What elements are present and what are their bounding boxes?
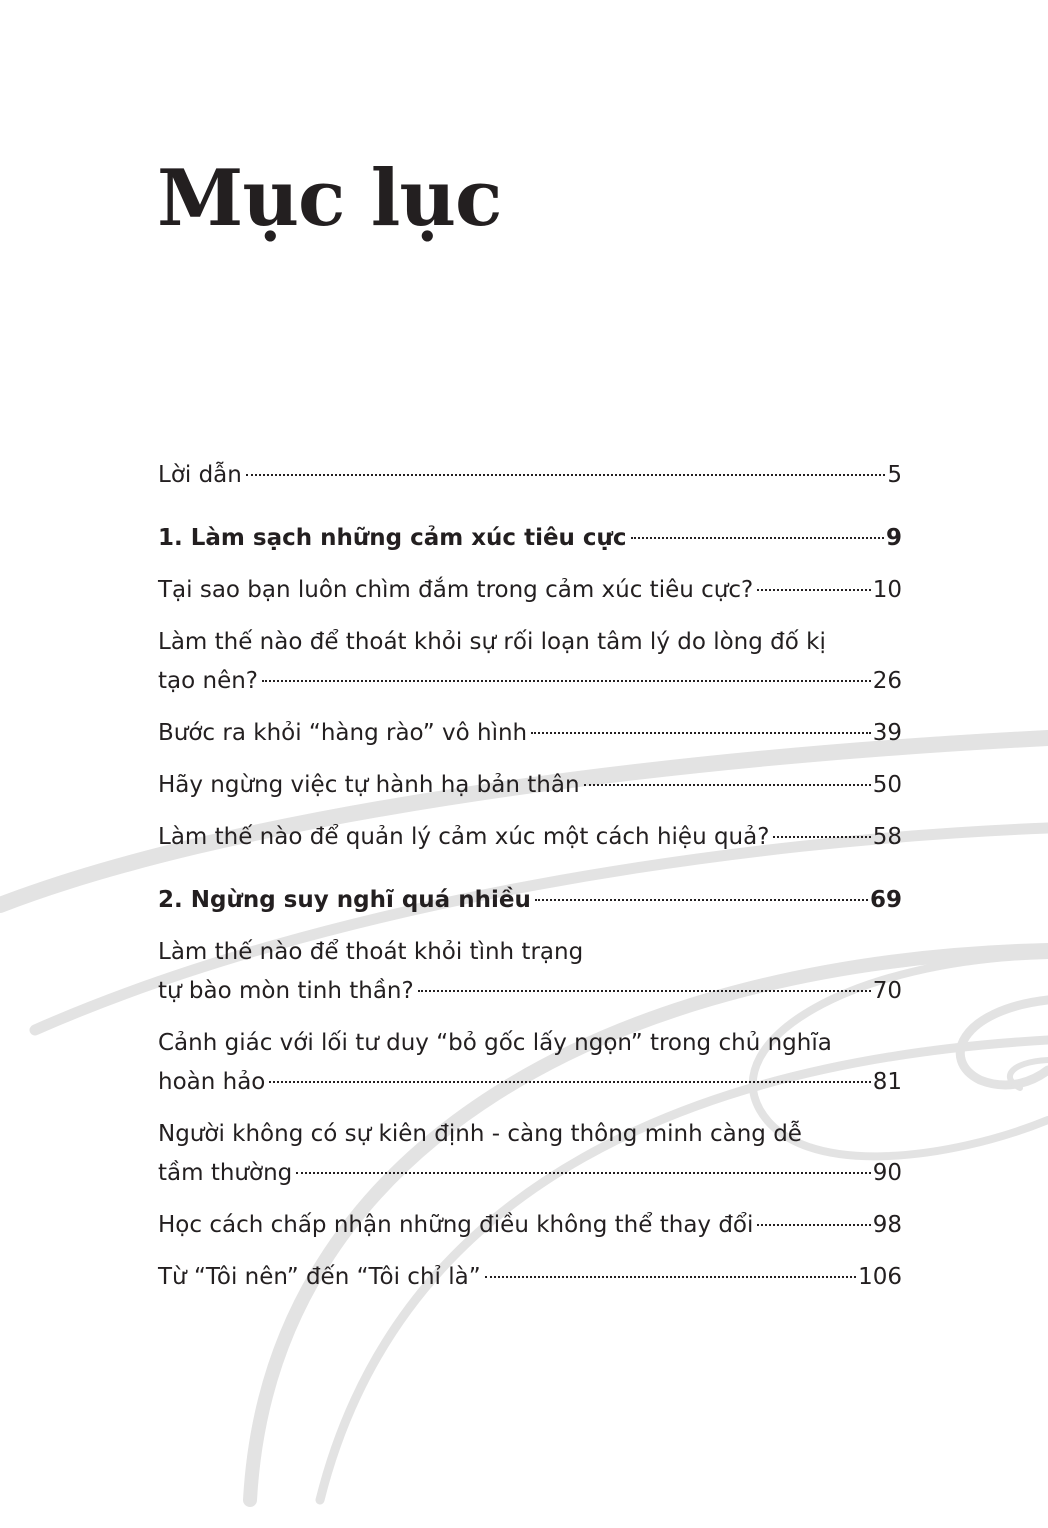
toc-chapter-title: 1. Làm sạch những cảm xúc tiêu cực — [158, 525, 627, 551]
dot-leader — [485, 1276, 856, 1278]
toc-section — [158, 714, 902, 753]
toc-section-title-line2: tạo nên? — [158, 668, 259, 694]
toc-line — [158, 1258, 902, 1297]
toc-section-title-line1: Cảnh giác với lối tư duy “bỏ gốc lấy ngọn” trong chủ nghĩa — [158, 1030, 832, 1056]
toc-line — [158, 662, 902, 701]
toc-section-title-line1: Làm thế nào để thoát khỏi sự rối loạn tâm lý do lòng đố kị — [158, 629, 826, 655]
dot-leader — [418, 990, 871, 992]
toc-section — [158, 1206, 902, 1245]
dot-leader — [631, 537, 884, 539]
toc-section-title: Tại sao bạn luôn chìm đắm trong cảm xúc tiêu cực? — [158, 577, 754, 603]
toc-section-title-line2: tự bào mòn tinh thần? — [158, 978, 414, 1004]
toc-page-number: 58 — [872, 824, 902, 850]
dot-leader — [246, 474, 886, 476]
toc-line — [158, 1063, 902, 1102]
toc-line — [158, 1154, 902, 1193]
toc-line — [158, 519, 902, 558]
dot-leader — [269, 1081, 870, 1083]
toc-page-number: 50 — [872, 772, 902, 798]
toc-section — [158, 623, 902, 701]
toc-chapter-1 — [158, 519, 902, 558]
toc-line — [158, 972, 902, 1011]
toc-section — [158, 933, 902, 1011]
toc-page-number: 9 — [885, 525, 902, 551]
toc-page-number: 69 — [869, 887, 902, 913]
toc-section-title: Làm thế nào để quản lý cảm xúc một cách hiệu quả? — [158, 824, 770, 850]
toc-section-title: Từ “Tôi nên” đến “Tôi chỉ là” — [158, 1264, 481, 1290]
dot-leader — [262, 680, 871, 682]
toc-page-number: 26 — [872, 668, 902, 694]
toc-entry-title: Lời dẫn — [158, 462, 242, 488]
toc-chapter-2 — [158, 881, 902, 920]
toc-section-title: Học cách chấp nhận những điều không thể thay đổi — [158, 1212, 754, 1238]
toc-section — [158, 571, 902, 610]
toc-section — [158, 818, 902, 857]
toc-section-title-line1: Làm thế nào để thoát khỏi tình trạng — [158, 939, 584, 965]
toc-page-number: 90 — [872, 1160, 902, 1186]
dot-leader — [757, 1224, 870, 1226]
toc-chapter-title: 2. Ngừng suy nghĩ quá nhiều — [158, 887, 531, 913]
page-title: Mục lục — [157, 153, 502, 244]
dot-leader — [535, 899, 868, 901]
dot-leader — [757, 589, 871, 591]
toc-page-number: 10 — [872, 577, 902, 603]
toc-section — [158, 1115, 902, 1193]
toc-page-number: 70 — [872, 978, 902, 1004]
toc-line — [158, 766, 902, 805]
toc-page-number: 106 — [858, 1264, 902, 1290]
toc-line — [158, 456, 902, 495]
dot-leader — [296, 1172, 870, 1174]
table-of-contents — [158, 456, 902, 1310]
toc-section-title-line1: Người không có sự kiên định - càng thông minh càng dễ — [158, 1121, 802, 1147]
toc-section — [158, 1258, 902, 1297]
dot-leader — [584, 784, 871, 786]
toc-page-number: 5 — [887, 462, 902, 488]
toc-section-title-line2: tầm thường — [158, 1160, 293, 1186]
toc-section-title: Hãy ngừng việc tự hành hạ bản thân — [158, 772, 580, 798]
toc-entry-intro — [158, 456, 902, 495]
toc-line — [158, 881, 902, 920]
toc-section — [158, 766, 902, 805]
toc-section — [158, 1024, 902, 1102]
toc-page-number: 81 — [872, 1069, 902, 1095]
toc-line — [158, 1206, 902, 1245]
dot-leader — [531, 732, 871, 734]
toc-line — [158, 818, 902, 857]
toc-line — [158, 571, 902, 610]
toc-section-title: Bước ra khỏi “hàng rào” vô hình — [158, 720, 528, 746]
toc-page-number: 98 — [872, 1212, 902, 1238]
toc-section-title-line2: hoàn hảo — [158, 1069, 266, 1095]
dot-leader — [773, 836, 870, 838]
toc-line — [158, 714, 902, 753]
toc-page-number: 39 — [872, 720, 902, 746]
